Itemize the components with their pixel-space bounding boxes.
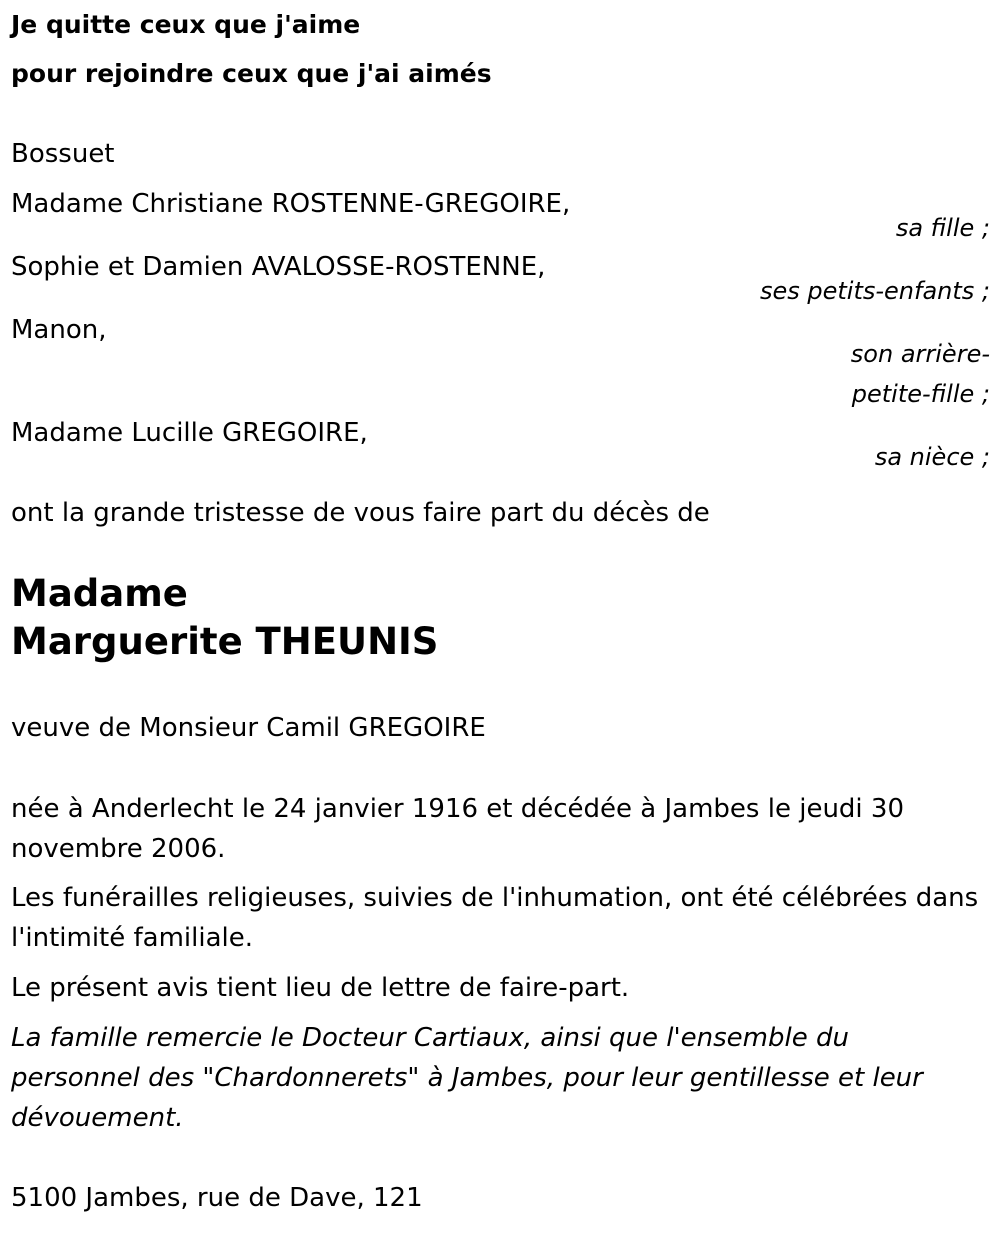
family-member-relation: sa fille ; (895, 214, 990, 242)
thanks-text: La famille remercie le Docteur Cartiaux, ainsi que l'ensemble du personnel des "Chardonnerets" à Jambes, pour leur gentillesse et leur dévouement. (11, 1023, 923, 1133)
family-member-relation: petite-fille ; (851, 380, 990, 408)
family-member-name: Madame Lucille GREGOIRE, (11, 418, 368, 448)
family-member-relation: son arrière- (850, 340, 990, 368)
family-member-name: Sophie et Damien AVALOSSE-ROSTENNE, (11, 252, 546, 282)
family-member-relation: ses petits-enfants ; (759, 277, 990, 305)
address: 5100 Jambes, rue de Dave, 121 (11, 1183, 423, 1213)
deceased-title: Madame (11, 572, 188, 615)
birth-death-text: née à Anderlecht le 24 janvier 1916 et décédée à Jambes le jeudi 30 novembre 2006. (11, 794, 905, 864)
family-place: Bossuet (11, 139, 115, 169)
family-member-name: Manon, (11, 315, 107, 345)
family-member-name: Madame Christiane ROSTENNE-GREGOIRE, (11, 189, 571, 219)
widow-of: veuve de Monsieur Camil GREGOIRE (11, 713, 486, 743)
family-member-relation: sa nièce ; (874, 443, 990, 471)
funeral-text: Les funérailles religieuses, suivies de l'inhumation, ont été célébrées dans l'intimité familiale. (11, 883, 979, 953)
quote-line-2: pour rejoindre ceux que j'ai aimés (11, 59, 492, 88)
deceased-name: Marguerite THEUNIS (11, 620, 439, 663)
notice-text: Le présent avis tient lieu de lettre de faire-part. (11, 973, 630, 1003)
announcement: ont la grande tristesse de vous faire part du décès de (11, 498, 710, 528)
quote-line-1: Je quitte ceux que j'aime (11, 10, 361, 39)
